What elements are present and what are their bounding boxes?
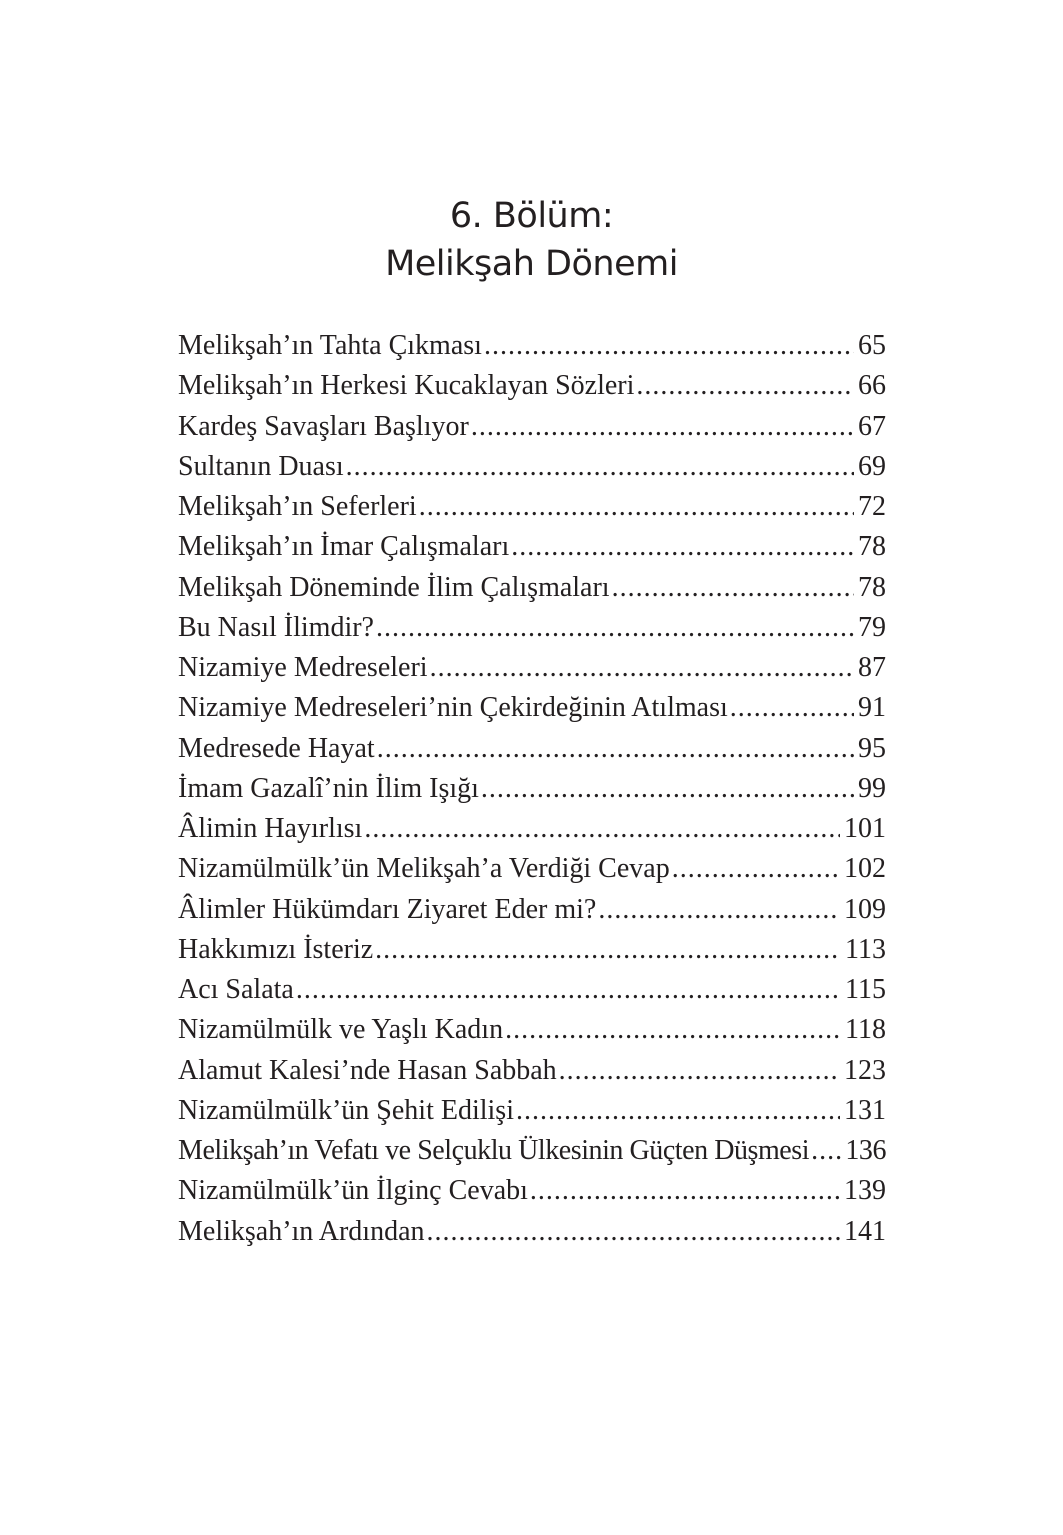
toc-entry-title: Sultanın Duası [178, 450, 344, 482]
toc-entry-title: Kardeş Savaşları Başlıyor [178, 410, 469, 442]
toc-entry-page: 65 [858, 330, 886, 361]
toc-entry-title: Alamut Kalesi’nde Hasan Sabbah [178, 1054, 557, 1086]
dot-leader [484, 326, 854, 366]
toc-entry-page: 95 [858, 732, 886, 764]
dot-leader [481, 769, 854, 809]
toc-entry-title: Nizamülmülk’ün İlginç Cevabı [178, 1175, 528, 1207]
chapter-heading [0, 192, 1063, 288]
toc-entry-title: Bu Nasıl İlimdir? [178, 611, 374, 643]
toc-entry [178, 1171, 886, 1211]
toc-entry-title: Nizamülmülk ve Yaşlı Kadın [178, 1014, 504, 1046]
toc-entry [178, 729, 886, 769]
toc-entry-page: 101 [844, 813, 886, 844]
toc-entry-title: Nizamiye Medreseleri [178, 652, 428, 683]
toc-entry-page: 87 [858, 652, 886, 683]
toc-entry-title: Medresede Hayat [178, 732, 375, 764]
dot-leader [730, 688, 854, 728]
chapter-name: Melikşah Dönemi [385, 244, 678, 284]
dot-leader [672, 849, 840, 889]
toc-entry [178, 608, 886, 648]
dot-leader [375, 930, 841, 970]
toc-entry-page: 141 [844, 1215, 886, 1247]
toc-entry-page: 102 [844, 853, 886, 885]
toc-entry-page: 78 [858, 571, 886, 603]
dot-leader [296, 970, 841, 1010]
toc-entry-title: Melikşah’ın Vefatı ve Selçuklu Ülkesinin Güçten Düşmesi [178, 1135, 810, 1166]
toc-entry-page: 113 [845, 933, 886, 965]
dot-leader [346, 447, 854, 487]
toc-entry-title: Hakkımızı İsteriz [178, 933, 374, 965]
toc-entry-page: 139 [844, 1175, 886, 1207]
toc-entry-page: 79 [858, 611, 886, 643]
toc-entry-title: Melikşah’ın Ardından [178, 1215, 425, 1247]
toc-entry [178, 447, 886, 487]
toc-entry [178, 809, 886, 849]
toc-entry-page: 69 [858, 450, 886, 482]
toc-entry-title: Nizamiye Medreseleri’nin Çekirdeğinin Atılması [178, 692, 728, 724]
toc-entry-page: 136 [845, 1135, 886, 1166]
chapter-number-title: 6. Bölüm: [449, 196, 614, 236]
toc-entry-title: Melikşah’ın Tahta Çıkması [178, 330, 482, 361]
toc-entry [178, 326, 886, 366]
dot-leader [516, 1091, 840, 1131]
toc-entry-page: 118 [845, 1014, 886, 1046]
dot-leader [471, 407, 854, 447]
toc-entry [178, 407, 886, 447]
dot-leader [505, 1010, 841, 1050]
toc-entry [178, 970, 886, 1010]
toc-entry [178, 849, 886, 889]
toc-entry-page: 99 [858, 772, 886, 804]
toc-entry-page: 131 [844, 1094, 886, 1126]
toc-entry-title: Âlimler Hükümdarı Ziyaret Eder mi? [178, 893, 597, 925]
dot-leader [364, 809, 840, 849]
dot-leader [530, 1171, 840, 1211]
toc-entry-title: Âlimin Hayırlısı [178, 813, 363, 844]
dot-leader [636, 366, 854, 406]
toc-entry [178, 568, 886, 608]
dot-leader [377, 729, 854, 769]
dot-leader [598, 890, 840, 930]
toc-entry [178, 769, 886, 809]
toc-entry-page: 109 [844, 893, 886, 925]
dot-leader [376, 608, 854, 648]
toc-entry [178, 487, 886, 527]
toc-entry-page: 123 [844, 1054, 886, 1086]
toc-entry [178, 648, 886, 688]
toc-entry-title: Melikşah’ın Seferleri [178, 491, 417, 522]
dot-leader [612, 568, 854, 608]
dot-leader [811, 1131, 841, 1171]
toc-entry [178, 1051, 886, 1091]
toc-entry-title: Melikşah’ın İmar Çalışmaları [178, 531, 510, 563]
toc-entry-title: İmam Gazalî’nin İlim Işığı [178, 772, 479, 804]
toc-entry-page: 67 [858, 410, 886, 442]
toc-entry-page: 66 [858, 370, 886, 402]
dot-leader [511, 527, 854, 567]
toc-entry [178, 890, 886, 930]
toc-entry [178, 688, 886, 728]
toc-entry [178, 366, 886, 406]
toc-entry-title: Acı Salata [178, 974, 294, 1005]
table-of-contents [178, 326, 886, 1252]
toc-entry-page: 115 [845, 974, 886, 1005]
dot-leader [427, 1212, 840, 1252]
toc-entry [178, 930, 886, 970]
toc-entry-page: 72 [858, 491, 886, 522]
dot-leader [559, 1051, 840, 1091]
toc-entry [178, 527, 886, 567]
toc-entry-title: Nizamülmülk’ün Melikşah’a Verdiği Cevap [178, 853, 670, 885]
toc-entry [178, 1091, 886, 1131]
toc-entry-page: 91 [858, 692, 886, 724]
toc-entry [178, 1212, 886, 1252]
toc-entry-title: Melikşah’ın Herkesi Kucaklayan Sözleri [178, 370, 635, 402]
dot-leader [430, 648, 854, 688]
toc-entry-page: 78 [858, 531, 886, 563]
toc-entry-title: Nizamülmülk’ün Şehit Edilişi [178, 1094, 514, 1126]
toc-entry-title: Melikşah Döneminde İlim Çalışmaları [178, 571, 610, 603]
dot-leader [419, 487, 854, 527]
toc-entry [178, 1010, 886, 1050]
toc-entry [178, 1131, 886, 1171]
